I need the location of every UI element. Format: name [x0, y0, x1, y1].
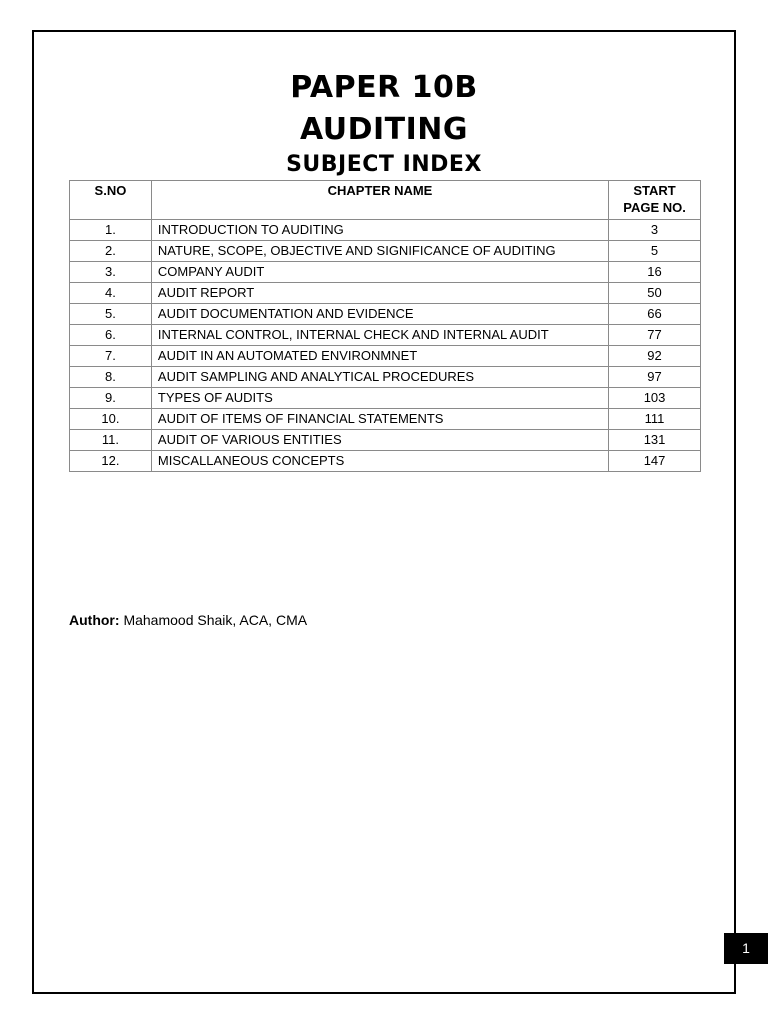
- row-chapter-name: AUDIT REPORT: [151, 283, 608, 304]
- paper-title: PAPER 10B: [290, 70, 478, 105]
- row-sno: 3.: [70, 262, 152, 283]
- table-row: [70, 451, 701, 472]
- row-start-page: 92: [609, 346, 701, 367]
- row-sno: 9.: [70, 388, 152, 409]
- subject-index-table: [69, 180, 701, 472]
- row-sno: 1.: [70, 220, 152, 241]
- row-start-page: 111: [609, 409, 701, 430]
- table-row: [70, 430, 701, 451]
- row-start-page: 50: [609, 283, 701, 304]
- row-start-page: 131: [609, 430, 701, 451]
- row-chapter-name: MISCALLANEOUS CONCEPTS: [151, 451, 608, 472]
- row-chapter-name: AUDIT OF VARIOUS ENTITIES: [151, 430, 608, 451]
- table-row: [70, 346, 701, 367]
- row-sno: 7.: [70, 346, 152, 367]
- row-start-page: 147: [609, 451, 701, 472]
- row-sno: 6.: [70, 325, 152, 346]
- column-header-sno: S.NO: [70, 181, 152, 220]
- row-start-page: 103: [609, 388, 701, 409]
- row-chapter-name: AUDIT OF ITEMS OF FINANCIAL STATEMENTS: [151, 409, 608, 430]
- table-row: [70, 241, 701, 262]
- table-row: [70, 220, 701, 241]
- row-sno: 2.: [70, 241, 152, 262]
- row-chapter-name: COMPANY AUDIT: [151, 262, 608, 283]
- row-chapter-name: AUDIT DOCUMENTATION AND EVIDENCE: [151, 304, 608, 325]
- row-sno: 8.: [70, 367, 152, 388]
- row-start-page: 66: [609, 304, 701, 325]
- subject-title: AUDITING: [299, 112, 469, 147]
- table-row: [70, 262, 701, 283]
- index-heading: SUBJECT INDEX: [286, 152, 482, 177]
- row-start-page: 5: [609, 241, 701, 262]
- row-start-page: 97: [609, 367, 701, 388]
- table-row: [70, 304, 701, 325]
- row-sno: 11.: [70, 430, 152, 451]
- table-row: [70, 283, 701, 304]
- table-row: [70, 367, 701, 388]
- column-header-chapter-name: CHAPTER NAME: [151, 181, 608, 220]
- column-header-start-page: [609, 181, 701, 220]
- row-sno: 10.: [70, 409, 152, 430]
- row-chapter-name: INTERNAL CONTROL, INTERNAL CHECK AND INTERNAL AUDIT: [151, 325, 608, 346]
- table-row: [70, 409, 701, 430]
- row-chapter-name: INTRODUCTION TO AUDITING: [151, 220, 608, 241]
- row-sno: 5.: [70, 304, 152, 325]
- row-chapter-name: AUDIT SAMPLING AND ANALYTICAL PROCEDURES: [151, 367, 608, 388]
- row-start-page: 16: [609, 262, 701, 283]
- row-start-page: 77: [609, 325, 701, 346]
- page-number-badge: 1: [724, 933, 768, 964]
- row-sno: 12.: [70, 451, 152, 472]
- author-line: [69, 612, 307, 628]
- row-chapter-name: NATURE, SCOPE, OBJECTIVE AND SIGNIFICANCE OF AUDITING: [151, 241, 608, 262]
- row-sno: 4.: [70, 283, 152, 304]
- author-name: Mahamood Shaik, ACA, CMA: [123, 612, 308, 628]
- table-header-row: [70, 181, 701, 220]
- table-row: [70, 325, 701, 346]
- row-start-page: 3: [609, 220, 701, 241]
- column-header-start-page-line2: PAGE NO.: [623, 200, 686, 215]
- column-header-start-page-line1: START: [633, 183, 676, 198]
- row-chapter-name: AUDIT IN AN AUTOMATED ENVIRONMNET: [151, 346, 608, 367]
- table-row: [70, 388, 701, 409]
- author-label: Author:: [69, 612, 120, 628]
- row-chapter-name: TYPES OF AUDITS: [151, 388, 608, 409]
